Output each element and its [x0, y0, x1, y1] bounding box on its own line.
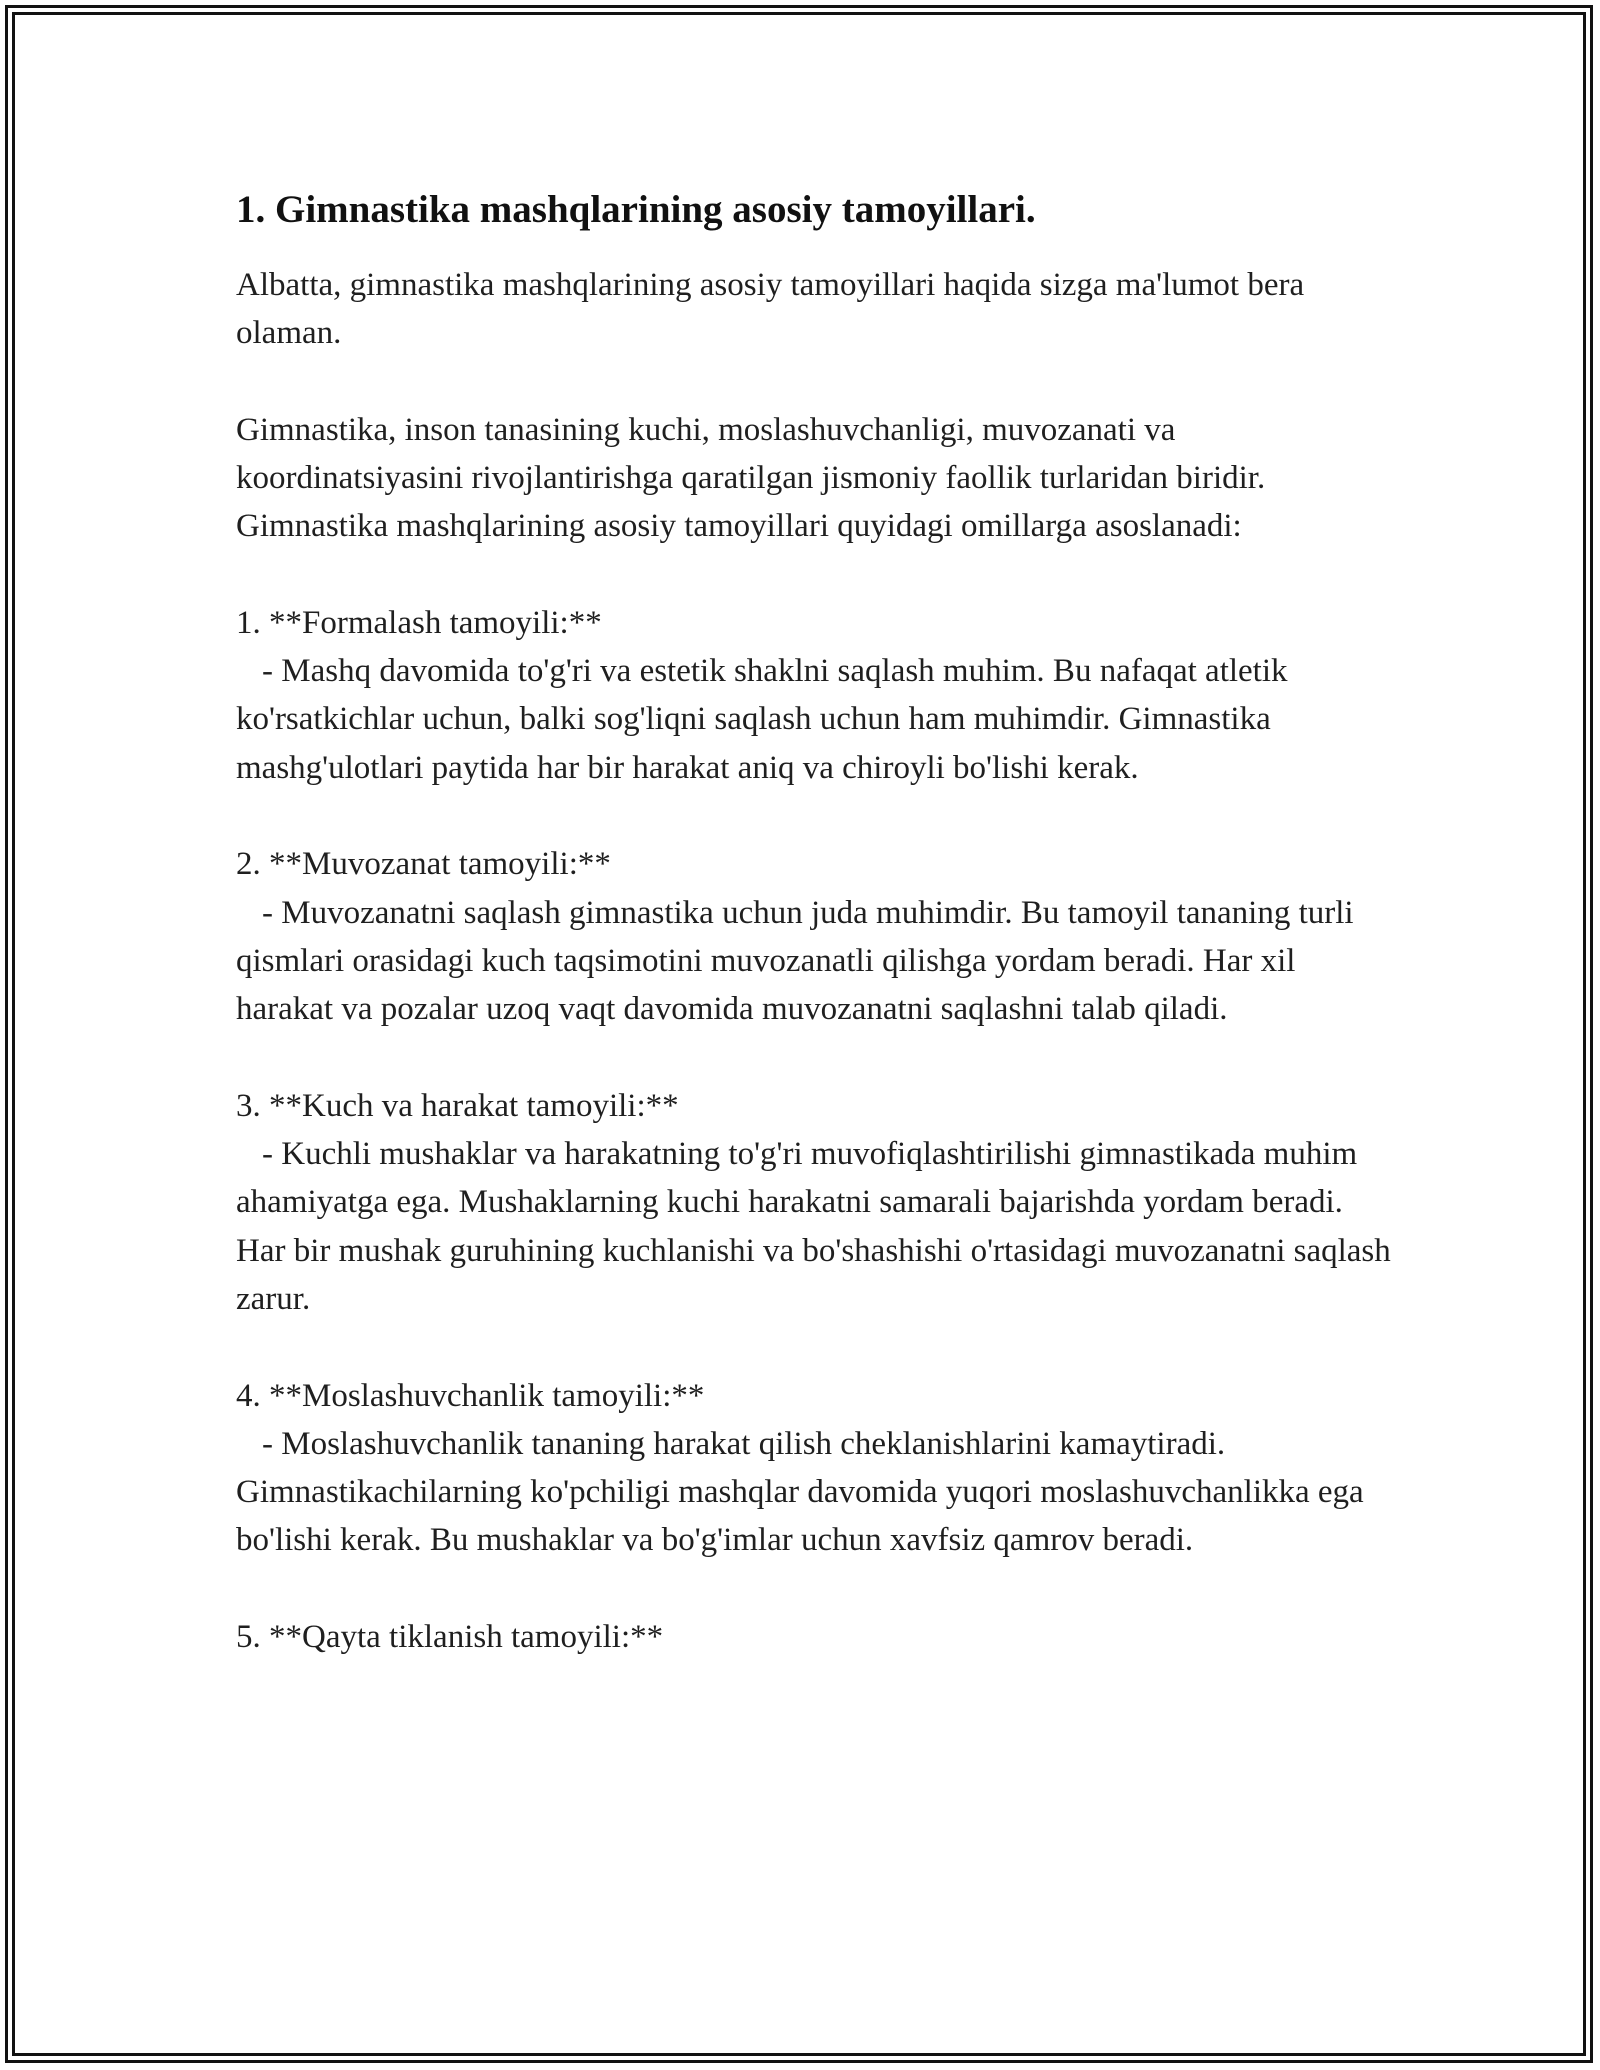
- paragraph-gap: [236, 1034, 1396, 1082]
- principle-4-text: - Moslashuvchanlik tananing harakat qilish cheklanishlarini kamaytiradi. Gimnastikachilarning ko'pchiligi mashqlar davomida yuqori moslashuvchanlikka ega bo'lishi kerak. Bu mushaklar va bo'g'imlar uchun xavfsiz qamrov beradi.: [236, 1425, 1364, 1559]
- paragraph-gap: [236, 1323, 1396, 1371]
- principle-3-text: - Kuchli mushaklar va harakatning to'g'ri muvofiqlashtirilishi gimnastikada muhim ahamiyatga ega. Mushaklarning kuchi harakatni samarali bajarishda yordam beradi. Har bir mushak guruhining kuchlanishi va bo'shashishi o'rtasidagi muvozanatni saqlash zarur.: [236, 1136, 1391, 1317]
- principle-1-heading: 1. **Formalash tamoyili:**: [236, 604, 602, 641]
- paragraph-gap: [236, 357, 1396, 405]
- principle-2-text: - Muvozanatni saqlash gimnastika uchun juda muhimdir. Bu tamoyil tananing turli qismlari orasidagi kuch taqsimotini muvozanatli qilishga yordam beradi. Har xil harakat va pozalar uzoq vaqt davomida muvozanatni saqlashni talab qiladi.: [236, 894, 1354, 1028]
- paragraph-gap: [236, 1565, 1396, 1613]
- intro-paragraph-2: Gimnastika, inson tanasining kuchi, moslashuvchanligi, muvozanati va koordinatsiyasini rivojlantirishga qaratilgan jismoniy faollik turlaridan biridir. Gimnastika mashqlarining asosiy tamoyillari quyidagi omillarga asoslanadi:: [236, 411, 1266, 545]
- document-page: [236, 186, 1396, 1661]
- intro-paragraph-1: Albatta, gimnastika mashqlarining asosiy tamoyillari haqida sizga ma'lumot bera olaman.: [236, 266, 1305, 352]
- principle-4-heading: 4. **Moslashuvchanlik tamoyili:**: [236, 1377, 705, 1414]
- principle-1-body: [236, 647, 1396, 792]
- paragraph-gap: [236, 551, 1396, 599]
- principle-1-text: - Mashq davomida to'g'ri va estetik shaklni saqlash muhim. Bu nafaqat atletik ko'rsatkichlar uchun, balki sog'liqni saqlash uchun ham muhimdir. Gimnastika mashg'ulotlari paytida har bir harakat aniq va chiroyli bo'lishi kerak.: [236, 653, 1288, 786]
- principle-2-heading: 2. **Muvozanat tamoyili:**: [236, 846, 611, 883]
- paragraph-gap: [236, 792, 1396, 840]
- document-title: 1. Gimnastika mashqlarining asosiy tamoyillari.: [236, 188, 1036, 231]
- principle-3-heading: 3. **Kuch va harakat tamoyili:**: [236, 1087, 679, 1124]
- principle-2-body: [236, 889, 1396, 1034]
- principle-3-body: [236, 1130, 1396, 1323]
- principle-4-body: [236, 1420, 1396, 1565]
- principle-5-heading: 5. **Qayta tiklanish tamoyili:**: [236, 1619, 664, 1656]
